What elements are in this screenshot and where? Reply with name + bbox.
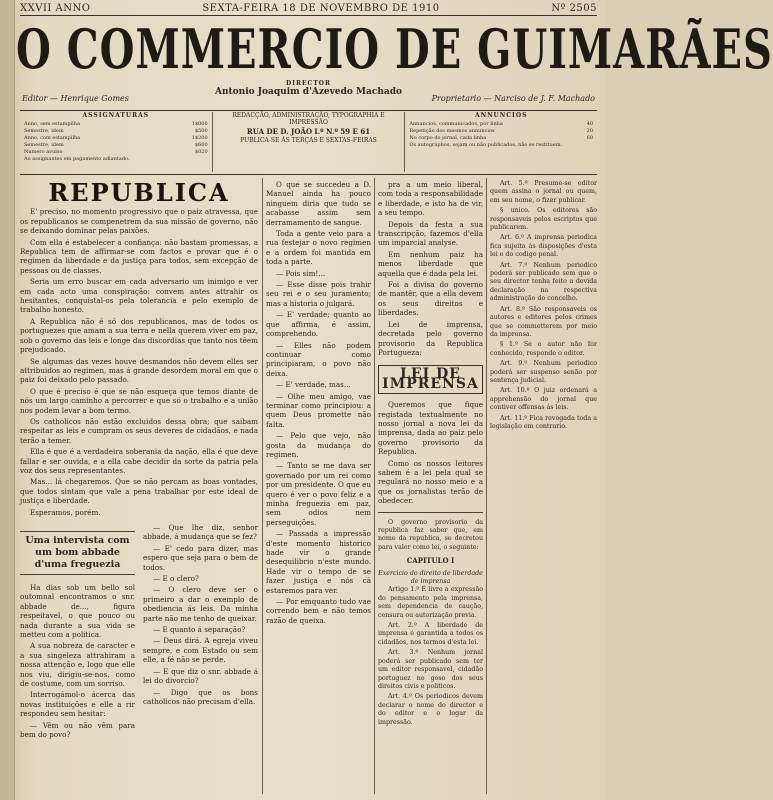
paragraph: Art. 11.º Fica revogada toda a legislação em contrario. [490,414,597,430]
column-four [490,180,597,792]
price-label: Repetição dos mesmos annuncios [409,128,495,134]
paragraph: Esperamos, porém. [30,507,101,517]
paragraph: Queremos que fique registada textualmente no nosso jornal a nova lei da imprensa, dada ao paiz pelo governo provisorio da Republica. [378,400,483,457]
paragraph: — Esse disse pois trahir seu rei e o seu juramento; mas a historia o julgará. [266,280,371,308]
paragraph: Os catholicos não estão excluidos dessa obra; que saibam respeitar as leis e cumpram os seus deveres de cidadãos, e nada terão a temer. [20,416,258,445]
article-title-republica: REPUBLICA [48,178,230,207]
chapter-label: CAPITULO I [406,556,455,566]
paragraph: Art. 3.º Nenhum jornal poderá ser publicado sem ter um editor responsavel, cidadão portuguez no goso dos seus direitos civis e politicos. [378,649,483,690]
column-three-body [378,180,483,357]
price-value: 1$000 [191,121,208,127]
paragraph: Toda a gente veio para a rua festejar o novo regimen e a ordem foi mantida em toda a parte. [266,229,371,267]
paragraph: — Elles não podem continuar como principiaram, o povo não deixa. [266,340,371,378]
paragraph: pra a um meio liberal, com toda a responsabilidade e liberdade, e isto ha de vir, a seu tempo. [378,180,483,218]
office-address: RUA DE D. JOÃO I.º N.º 59 E 61 [246,127,371,136]
info-bottom-rule [20,174,597,175]
paragraph: O que é preciso é que se não esqueça que temos diante de nós um largo caminho a percorrer e que só o trabalho e a união nos podem levar a bom termo. [20,386,258,415]
republica-body [20,207,258,517]
paragraph: Art. 5.º Presume-se editor quem assina o jornal ou quem, em seu nome, o fizer publicar. [490,180,597,204]
price-row [24,128,208,135]
subscriptions-rows [24,121,208,156]
issue-date: SEXTA-FEIRA 18 DE NOVEMBRO DE 1910 [202,3,440,14]
price-value: 20 [586,128,594,134]
column-republica [20,180,258,792]
price-value: $600 [194,142,208,148]
column-four-articles [490,180,597,431]
subscriptions-note: Ao assignantes em pagamento adiantado. [24,156,130,162]
paragraph: O que se succedeu a D. Manuel ainda ha pouco ninguem diria que tudo se acabasse assim sem derramamento de sangue. [266,180,371,227]
price-value: 1$200 [191,135,208,141]
paragraph: — E que diz o snr. abbade á lei do divorcio? [143,666,258,686]
subscriptions-title: ASSIGNATURAS [82,112,150,119]
price-label: Numero avulso [24,149,63,155]
paragraph: § unico. Os editores são responsaveis pelos escriptos que publicarem. [490,207,597,232]
paragraph: § 1.º Se o autor não for conhecido, responde o editor. [490,341,597,357]
price-label: Anno, com estampilha [24,135,81,141]
price-row [24,149,208,156]
interview-title: Uma intervista com um bom abbade d'uma freguezia [20,531,135,575]
paragraph: Em nenhum paiz ha menos liberdade que aquella que é dada pela lei. [378,249,483,278]
column-two-body [266,180,371,625]
paragraph: Interrogámol-o ácerca das novas instituições e elle a rir respondeu sem hesitar: [20,690,135,719]
paragraph: E' preciso, no momento progressivo que o paiz atravessa, que os republicanos se compenetrem da sua missão de governo, não se deixando dominar pelas paixões. [20,207,258,236]
decree-intro: O governo provisorio da republica faz saber que, em nome da republica, se decretou para valer como lei, o seguinte: [378,518,483,551]
paragraph: Com ella é estabelecer a confiança: não bastam promessas, a Republica tem de affirmar-se com factos e provar que é o regimen da liberdade e da justiça para todos, sem excepção de pessoas ou de classes. [20,237,258,275]
adjacent-page-edge [0,0,15,800]
price-row [409,128,593,135]
front-page [16,0,773,800]
paragraph: — Por emquanto tudo vae correndo bem e não temos razão de queixa. [266,597,371,625]
issue-number: Nº 2505 [551,3,597,14]
price-value: 40 [586,121,594,127]
paragraph: A Republica não é só dos republicanos, mas de todos os portuguezes que amam a sua terra e nella querem viver em paz, sob o governo das leis e longe das discordias que tanto nos têem prejudicado. [20,316,258,355]
paragraph: Lei de imprensa, decretada pelo governo provisorio da Republica Portugueza: [378,319,483,357]
director-name: Antonio Joaquim d'Azevedo Machado [215,87,402,97]
paragraph: Art. 9.º Nenhum periodico poderá ser suspenso senão por sentença judicial. [490,360,597,384]
chapter-articles [378,586,483,727]
paragraph: Se algumas das vezes houve desmandos não devem elles ser attribuidos ao regimen, mas á grande desordem moral em que o paiz foi deixado pelo passado. [20,356,258,385]
price-value: 60 [586,135,594,141]
column-two [266,180,371,792]
publication-days: PUBLICA-SE ÁS TERÇAS E SEXTAS-FEIRAS [240,137,377,144]
paragraph: Art. 8.º São responsaveis os autores e editores pelos crimes que se commetterem por meio da imprensa. [490,305,597,338]
paragraph: Art. 4.º Os periodicos devem declarar o nome do director e do editor e o logar da impressão. [378,693,483,726]
paragraph: — Vêm ou não vêm para bem do povo? [20,720,135,740]
paragraph: — E' cedo para dizer, mas espero que seja para o bem de todos. [143,543,258,572]
interview-left [20,523,135,742]
price-value: $500 [194,128,208,134]
paragraph: — Que lhe diz, senhor abbade, á mudança que se fez? [143,523,258,542]
paragraph: — Tanto se me dava ser governado por um rei como por um presidente. O que eu quero é ver o povo feliz e a minha freguezia em paz, sem odios nem perseguições. [266,461,371,527]
info-top-rule [20,110,597,111]
office-box [213,112,406,172]
paragraph: Artigo 1.º É livre a expressão do pensamento pela imprensa, sem dependencia de caução, censura ou autorização previa. [378,586,483,619]
director-label: DIRECTOR [285,80,332,87]
paragraph: — Passada a impressão d'este momento historico hade vir o grande desequilibrio n'este mundo. Hade vir o tempo de se fazer justiça e nós cá estaremos para ver. [266,529,371,595]
ads-title: ANNUNCIOS [474,112,528,119]
info-bar [20,112,597,172]
paragraph: Como os nossos leitores sabem é a lei pela qual se regulará no nosso meio e a que os jornalistas terão de obedecer. [378,458,483,506]
price-label: Semestre, idem [24,142,64,148]
paragraph: — Pelo que vejo, não gosta da mudança do regimen. [266,431,371,459]
paragraph: A sua nobreza de caracter e a sua singeleza attrahiram a nossa attenção e, logo que elle nos viu, dirigiu-se-nos, como de costume, com um sorriso. [20,641,135,689]
paragraph: — Digo que os bons catholicos não precisam d'ella. [143,687,258,706]
paragraph: Art. 6.º A imprensa periodica fica sujeita ás disposições d'esta lei e do codigo penal. [490,234,597,259]
price-row [409,121,593,128]
price-label: Semestre, idem [24,128,64,134]
paragraph: Ella é que é a verdadeira soberania da nação, ella é que deve fallar e ser ouvida, e a ella cabe decidir da sorte da patria pela voz dos seus representantes. [20,447,258,475]
office-title: REDACÇÃO, ADMINISTRAÇÃO, TYPOGRAPHIA E IMPRESSÃO [232,112,385,126]
interview-block [20,523,258,742]
paragraph: Art. 2.º A liberdade de imprensa é garantida a todos os cidadãos, nos termos d'esta lei. [378,622,483,646]
editor-name: Editor — Henrique Gomes [22,94,129,103]
column-separator [262,178,263,794]
price-value: $020 [194,149,208,155]
paragraph: Seria um erro buscar em cada adversario um inimigo e ver em cada acto uma conspiração: convem antes attrahir os hesitantes, conquistal-os pela tolerancia e pelo exemplo de trabalho honesto. [20,277,258,315]
lei-imprensa-body [378,400,483,505]
paragraph: Art. 10.º O juiz ordenará a apprehensão do jornal que contiver offensas ás leis. [490,387,597,412]
staff-line [16,80,601,110]
paragraph: — E' verdade, mas... [276,380,351,390]
paragraph: Depois da festa a sua transcripção, fazemos d'ella um imparcial analyse. [378,219,483,248]
paragraph: Foi a divisa do governo de mantêr, que a ella devem os seus direitos e liberdades. [378,280,483,318]
price-row [24,121,208,128]
price-row [409,135,593,142]
interview-right-body [143,523,258,742]
paragraph: — Olhe meu amigo, vae terminar como principiou: a quem Deus promette não falta. [266,391,371,429]
ads-box [405,112,597,172]
decree-rule [378,512,483,513]
paragraph: — E o clero? [153,574,199,584]
paragraph: — Deus dirá. A egreja viveu sempre, e com Estado ou sem elle, a fé não se perde. [143,636,258,665]
column-separator [486,178,487,794]
paragraph: — E quanto á separação? [153,625,246,635]
paragraph: Ha dias sob um bello sol outomnal encontramos o snr. abbade de..., figura respeitavel, o que pouco ou nada durante a sua vida se metteu com a politica. [20,583,135,640]
paragraph: — E' verdade; quanto ao que affirma, é assim, comprehendo. [266,310,371,339]
price-row [24,142,208,149]
owner-name: Proprietario — Narciso de J. F. Machado [431,94,595,103]
paragraph: Mas... lá chegaremos. Que se não percam as boas vontades, que todos sintam que vale a pena trabalhar por este ideal de justiça e liberdade. [20,477,258,506]
subscriptions-box [20,112,213,172]
ads-note: Os autographos, sejam ou não publicados, não se restituem. [409,142,563,148]
price-label: Annuncios, communicados, por linha [409,121,503,127]
interview-left-body [20,583,135,740]
ads-rows [409,121,593,142]
column-separator [374,178,375,794]
column-three [378,180,483,792]
masthead-title: O COMMERCIO DE GUIMARÃES [16,18,773,82]
paragraph: — O clero deve ser o primeiro a dar o exemplo de obediencia ás leis. Da minha parte não me tenho de queixar. [143,585,258,623]
masthead [16,14,773,82]
paragraph: Art. 7.º Nenhum periodico poderá ser publicado sem que o seu director tenha feito a devida declaração na respectiva administração do concelho. [490,261,597,303]
price-label: Anno, sem estampilha [24,121,80,127]
price-label: No corpo do jornal, cada linha [409,135,487,141]
paragraph: — Pois sim!... [276,268,326,278]
issue-year: XXVII ANNO [20,3,91,14]
chapter-title: Exercicio do direito de liberdade de imprensa [378,569,483,586]
lei-imprensa-heading: LEI DE IMPRENSA [378,365,483,394]
price-row [24,135,208,142]
